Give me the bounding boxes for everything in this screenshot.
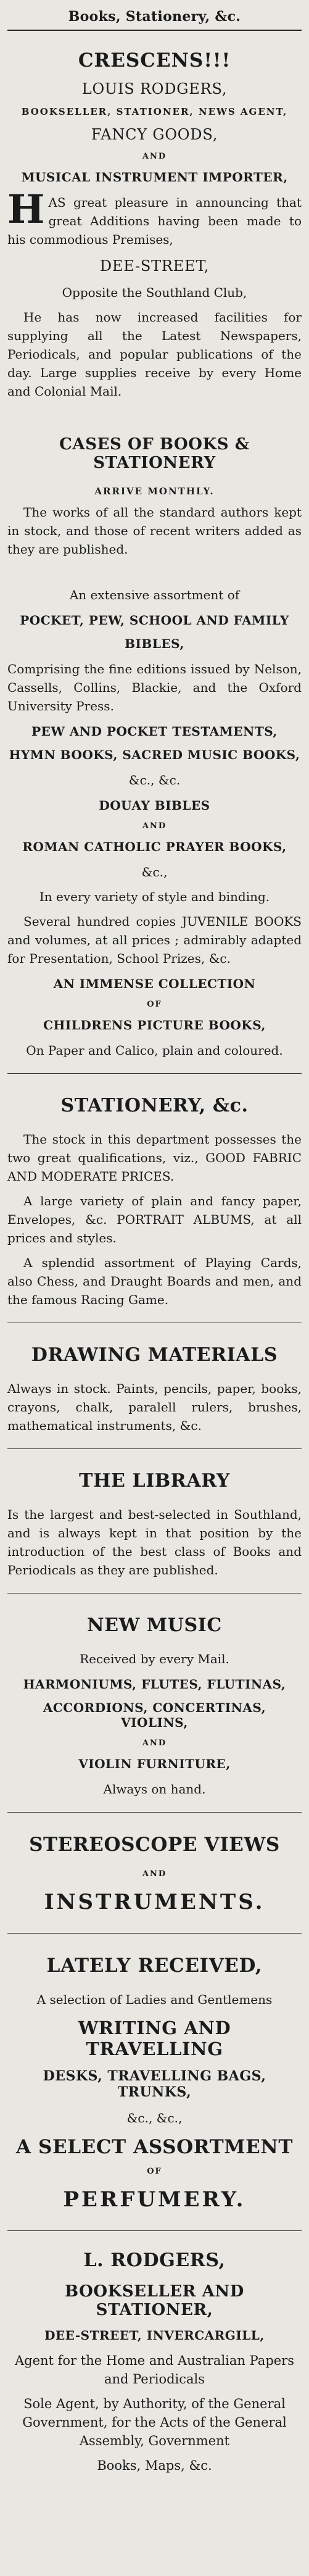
- extensive-line: An extensive assortment of: [69, 588, 240, 602]
- instruments-title: INSTRUMENTS.: [44, 1890, 265, 1914]
- library-section: [7, 1449, 302, 1593]
- etc-line-3: &c., &c.,: [126, 2111, 183, 2125]
- select-assortment: A SELECT ASSORTMENT: [15, 2136, 293, 2158]
- paper-calico-line: On Paper and Calico, plain and coloured.: [26, 1043, 283, 1058]
- etc-line-2: &c.,: [141, 865, 168, 879]
- footer-trade: BOOKSELLER AND STATIONER,: [65, 2282, 244, 2319]
- street-name: DEE-STREET,: [99, 257, 210, 275]
- stereoscope-title: STEREOSCOPE VIEWS: [29, 1834, 280, 1856]
- music-line-2: ACCORDIONS, CONCERTINAS, VIOLINS,: [43, 1700, 266, 1730]
- and-word-4: AND: [142, 1869, 167, 1879]
- hymn-line: HYMN BOOKS, SACRED MUSIC BOOKS,: [9, 747, 300, 762]
- music-title: NEW MUSIC: [87, 1614, 222, 1636]
- testaments-line: PEW AND POCKET TESTAMENTS,: [31, 724, 278, 739]
- stationery-title: STATIONERY, &c.: [60, 1095, 249, 1116]
- violin-furniture: VIOLIN FURNITURE,: [78, 1756, 231, 1771]
- immense-collection: AN IMMENSE COLLECTION: [53, 976, 256, 991]
- variety-line: In every variety of style and binding.: [39, 889, 270, 904]
- children-books-line: CHILDRENS PICTURE BOOKS,: [43, 1018, 266, 1032]
- library-paragraph: Is the largest and best-selected in Southland, and is always kept in that position by the introduction of the best class of Books and Periodicals as they are published.: [7, 1507, 302, 1577]
- always-on-hand: Always on hand.: [103, 1782, 206, 1797]
- advertisement-intro: [7, 31, 302, 414]
- received-line: Received by every Mail.: [80, 1652, 229, 1666]
- drawing-section: [7, 1323, 302, 1448]
- arrive-monthly: ARRIVE MONTHLY.: [94, 486, 215, 497]
- cases-section: [7, 414, 302, 572]
- and-word-3: AND: [142, 1739, 167, 1748]
- stationery-paragraph-1: The stock in this department possesses the two great qualifications, viz., GOOD FABRIC AND MODERATE PRICES.: [7, 1132, 302, 1184]
- selection-line: A selection of Ladies and Gentlemens: [36, 1992, 273, 2007]
- stationery-paragraph-3: A splendid assortment of Playing Cards, also Chess, and Draught Boards and men, and the famous Racing Game.: [7, 1255, 302, 1307]
- stereoscope-section: [7, 1813, 302, 1933]
- cases-paragraph: The works of all the standard authors kept in stock, and those of recent writers added as they are published.: [7, 505, 302, 557]
- and-word-2: AND: [142, 821, 167, 831]
- bibles-line-2: BIBLES,: [125, 636, 184, 651]
- juvenile-paragraph: Several hundred copies JUVENILE BOOKS and volumes, at all prices ; admirably adapted for Presentation, School Prizes, &c.: [7, 914, 302, 966]
- music-section: [7, 1593, 302, 1812]
- writing-title: WRITING AND TRAVELLING: [78, 2017, 231, 2059]
- proprietor-name: LOUIS RODGERS,: [81, 80, 228, 98]
- column-header: Books, Stationery, &c.: [68, 9, 241, 25]
- drawing-title: DRAWING MATERIALS: [31, 1344, 278, 1366]
- dropcap-letter: H: [7, 186, 45, 233]
- footer-street: DEE-STREET, INVERCARGILL,: [44, 2328, 265, 2343]
- trade-line: BOOKSELLER, STATIONER, NEWS AGENT,: [21, 106, 288, 117]
- footer-name: L. RODGERS,: [83, 2250, 226, 2271]
- catholic-line: ROMAN CATHOLIC PRAYER BOOKS,: [22, 839, 287, 854]
- agent-line: Agent for the Home and Australian Papers and Periodicals: [14, 2353, 295, 2387]
- cases-title: CASES OF BOOKS & STATIONERY: [59, 435, 250, 472]
- and-word: AND: [142, 152, 167, 161]
- ad-title: CRESCENS!!!: [78, 49, 231, 72]
- etc-line-1: &c., &c.: [128, 773, 181, 787]
- facilities-paragraph: He has now increased facilities for supplying all the Latest Newspapers, Periodicals, and popular publications of the day. Large supplies receive by every Home and Colonial Mail.: [7, 310, 302, 399]
- announcement-paragraph: [7, 186, 302, 249]
- library-title: THE LIBRARY: [79, 1470, 230, 1492]
- fancy-goods: FANCY GOODS,: [91, 126, 218, 143]
- bibles-paragraph: Comprising the fine editions issued by Nelson, Cassells, Collins, Blackie, and the Oxford University Press.: [7, 662, 302, 713]
- of-word-2: OF: [147, 2167, 162, 2176]
- desks-line: DESKS, TRAVELLING BAGS, TRUNKS,: [43, 2068, 266, 2100]
- lately-received-section: [7, 1934, 302, 2230]
- lately-title: LATELY RECEIVED,: [46, 1955, 263, 1977]
- drawing-paragraph: Always in stock. Paints, pencils, paper, books, crayons, chalk, paralell rulers, brushes, mathematical instruments, &c.: [7, 1381, 302, 1433]
- sole-agent-line: Sole Agent, by Authority, of the General Government, for the Acts of the General Assembly, Government: [22, 2396, 287, 2448]
- of-word: OF: [147, 1000, 162, 1009]
- perfumery-title: PERFUMERY.: [63, 2187, 246, 2212]
- footer-section: [7, 2231, 302, 2488]
- opposite-line: Opposite the Southland Club,: [62, 285, 247, 300]
- books-maps-line: Books, Maps, &c.: [97, 2458, 212, 2473]
- importer-line: MUSICAL INSTRUMENT IMPORTER,: [21, 170, 288, 185]
- announcement-text: AS great pleasure in announcing that great Additions having been made to his commodious Premises,: [7, 195, 302, 247]
- music-line-1: HARMONIUMS, FLUTES, FLUTINAS,: [23, 1677, 286, 1692]
- stationery-paragraph-2: A large variety of plain and fancy paper, Envelopes, &c. PORTRAIT ALBUMS, at all prices and styles.: [7, 1194, 302, 1245]
- stationery-section: [7, 1074, 302, 1323]
- bibles-line-1: POCKET, PEW, SCHOOL AND FAMILY: [20, 613, 289, 628]
- bibles-section: [7, 572, 302, 1073]
- douay-line: DOUAY BIBLES: [99, 798, 210, 813]
